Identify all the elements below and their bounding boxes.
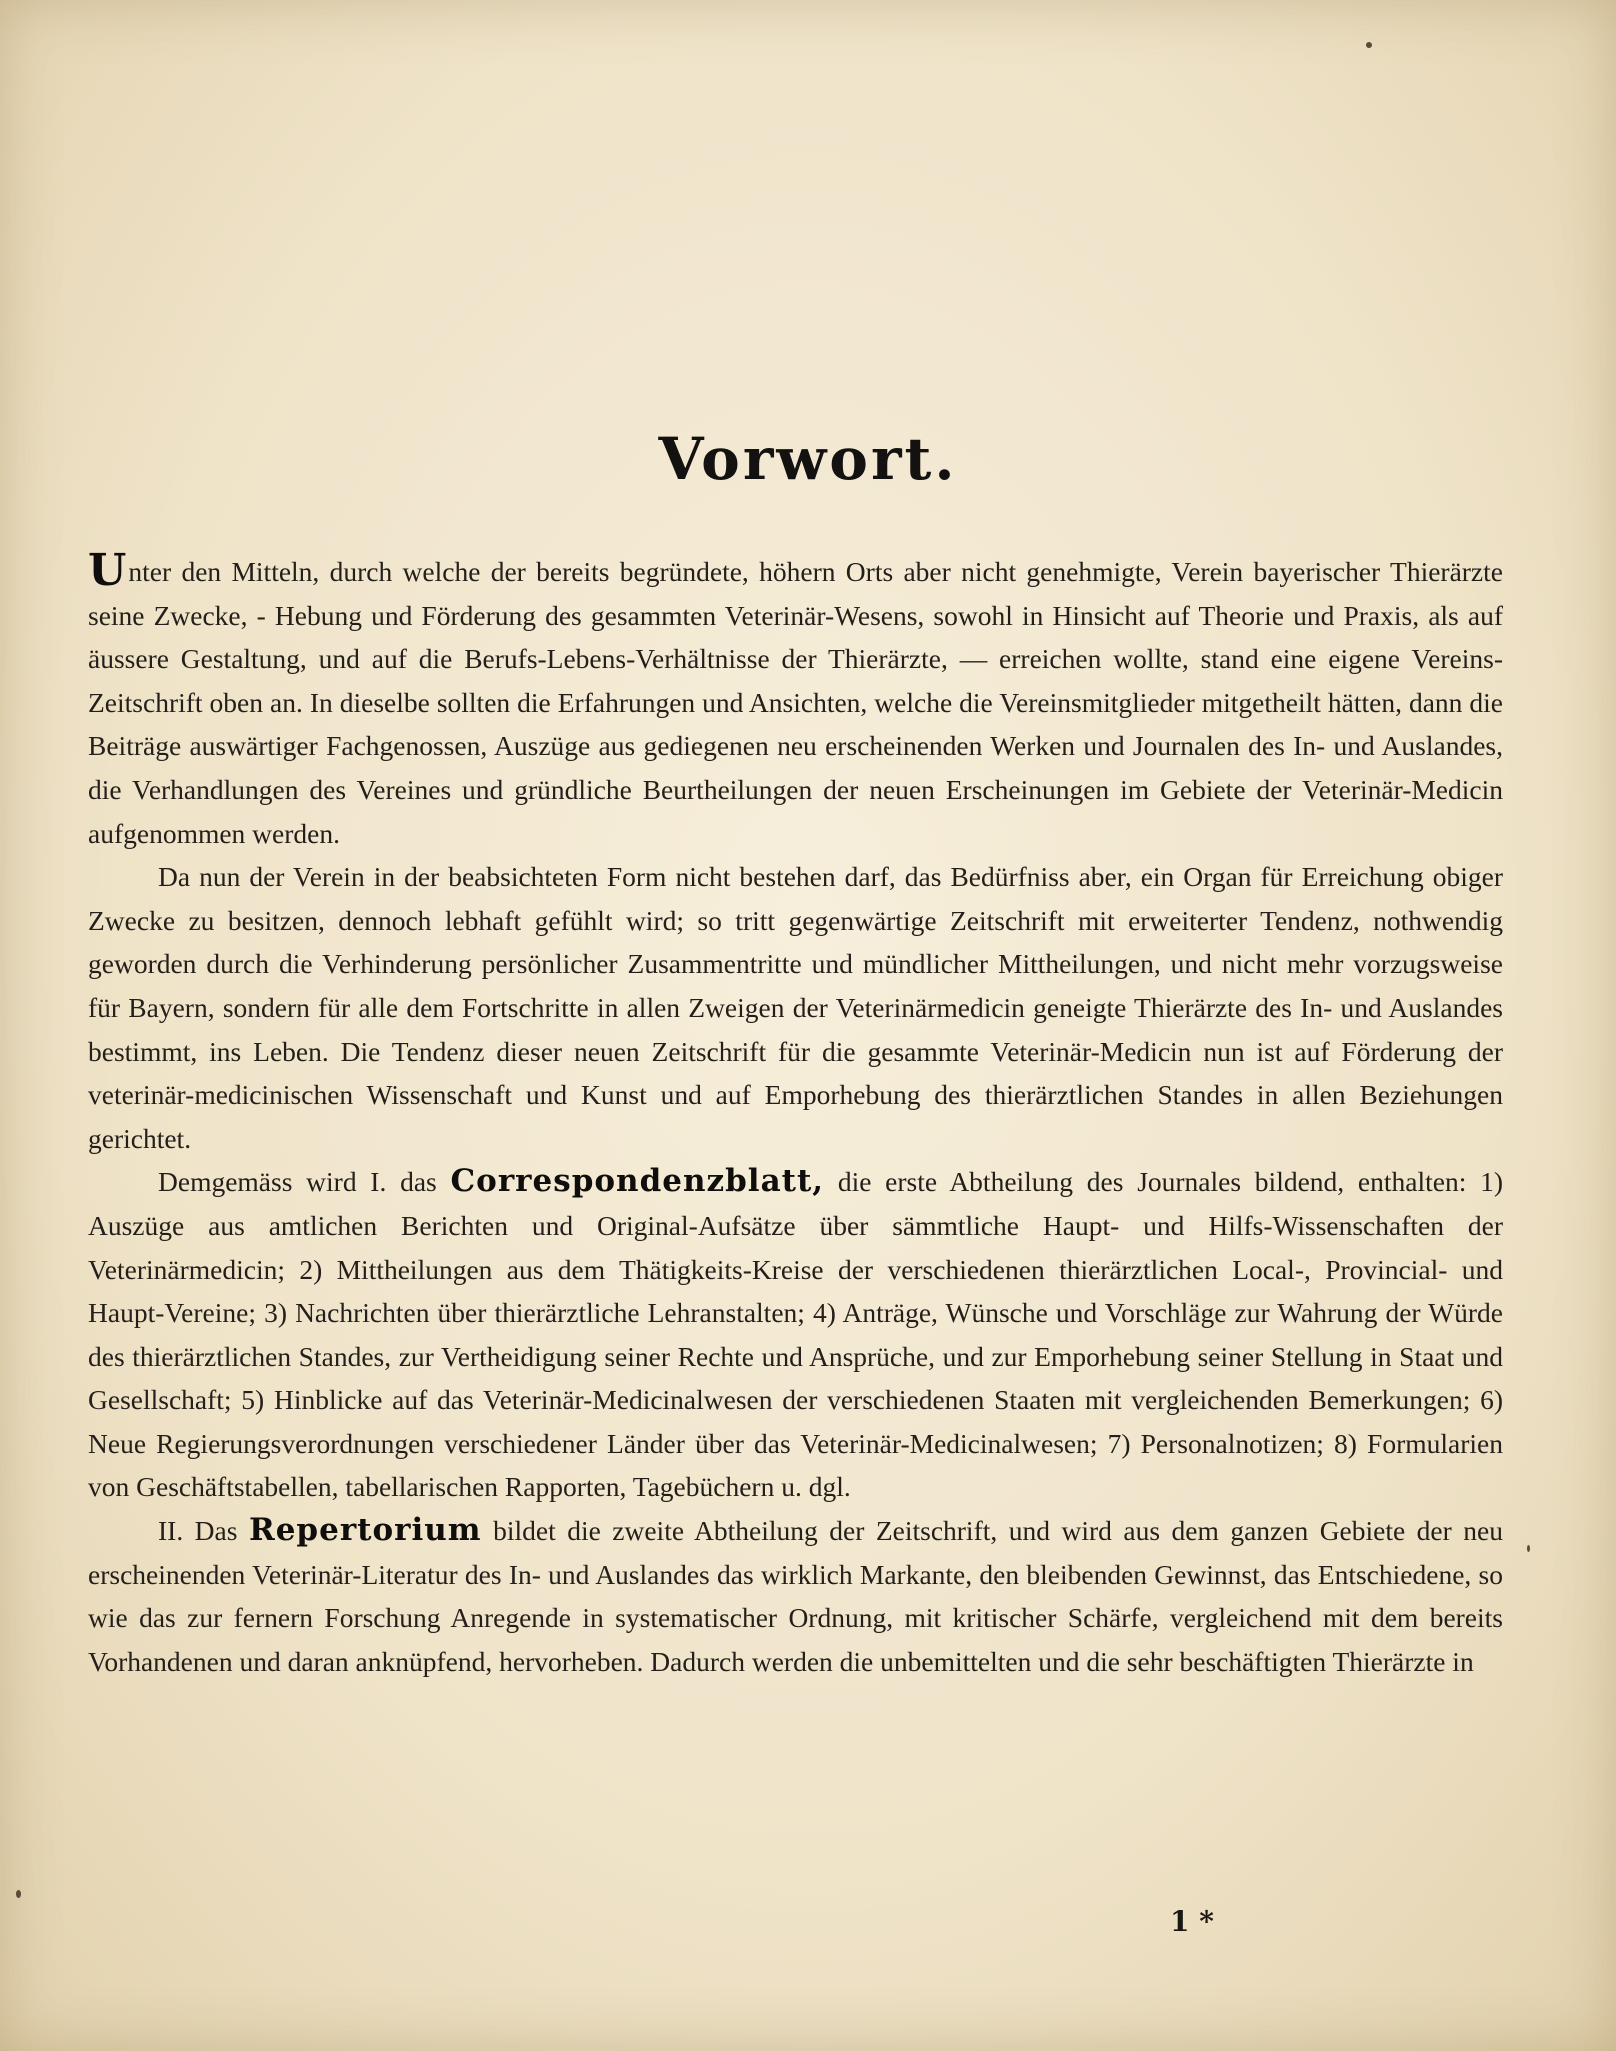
signature-mark: 1 *: [1170, 1905, 1214, 1938]
paragraph-3-lead: Demgemäss wird I. das: [158, 1166, 451, 1198]
paragraph-4-text: bildet die zweite Abtheilung der Zeitschrift, und wird aus dem ganzen Gebiete der neu erscheinenden Veterinär-Literatur des In- und Auslandes das wirklich Markante, den bleibenden Gewinnst, das Entschiedene, so wie das zur fernern Forschung Anregende in systematischer Ordnung, mit kritischer Schärfe, vergleichend mit dem bereits Vorhandenen und daran anknüpfend, hervorheben. Dadurch werden die unbemittelten und die sehr beschäftigten Thierärzte in: [88, 1515, 1503, 1677]
section-heading-repertorium: Repertorium: [248, 1512, 482, 1549]
paper-speck: [1366, 42, 1372, 48]
paragraph-1: [88, 545, 1503, 855]
paragraph-3-text: die erste Abtheilung des Journales bildend, enthalten: 1) Auszüge aus amtlichen Berichten und Original-Aufsätze über sämmtliche Haupt- und Hilfs-Wissenschaften der Veterinärmedicin; 2) Mittheilungen aus dem Thätigkeits-Kreise der verschiedenen thierärztlichen Local-, Provincial- und Haupt-Vereine; 3) Nachrichten über thierärztliche Lehranstalten; 4) Anträge, Wünsche und Vorschläge zur Wahrung der Würde des thierärztlichen Standes, zur Vertheidigung seiner Rechte und Ansprüche, und zur Emporhebung seiner Stellung in Staat und Gesellschaft; 5) Hinblicke auf das Veterinär-Medicinalwesen der verschiedenen Staaten mit vergleichenden Bemerkungen; 6) Neue Regierungsverordnungen verschiedener Länder über das Veterinär-Medicinalwesen; 7) Personalnotizen; 8) Formularien von Geschäftstabellen, tabellarischen Rapporten, Tagebüchern u. dgl.: [88, 1166, 1503, 1503]
section-heading-correspondenzblatt: Correspondenzblatt,: [450, 1163, 825, 1200]
paragraph-4-lead: II. Das: [158, 1515, 249, 1547]
page-title: Vorwort.: [658, 425, 958, 493]
document-body: [88, 545, 1503, 1683]
paragraph-3: [88, 1160, 1503, 1509]
paper-speck: [16, 1890, 21, 1898]
drop-cap: U: [88, 545, 127, 596]
paragraph-4: [88, 1509, 1503, 1683]
paragraph-1-text: nter den Mitteln, durch welche der bereits begründete, höhern Orts aber nicht genehmigte, Verein bayerischer Thierärzte seine Zwecke, - Hebung und Förderung des gesammten Veterinär-Wesens, sowohl in Hinsicht auf Theorie und Praxis, als auf äussere Gestaltung, und auf die Berufs-Lebens-Verhältnisse der Thierärzte, — erreichen wollte, stand eine eigene Vereins-Zeitschrift oben an. In dieselbe sollten die Erfahrungen und Ansichten, welche die Vereinsmitglieder mitgetheilt hätten, dann die Beiträge auswärtiger Fachgenossen, Auszüge aus gediegenen neu erscheinenden Werken und Journalen des In- und Auslandes, die Verhandlungen des Vereines und gründliche Beurtheilungen der neuen Erscheinungen im Gebiete der Veterinär-Medicin aufgenommen werden.: [88, 556, 1503, 849]
paper-speck: [1527, 1545, 1530, 1552]
paragraph-2: Da nun der Verein in der beabsichteten Form nicht bestehen darf, das Bedürfniss aber, ein Organ für Erreichung obiger Zwecke zu besitzen, dennoch lebhaft gefühlt wird; so tritt gegenwärtige Zeitschrift mit erweiterter Tendenz, nothwendig geworden durch die Verhinderung persönlicher Zusammentritte und mündlicher Mittheilungen, und nicht mehr vorzugsweise für Bayern, sondern für alle dem Fortschritte in allen Zweigen der Veterinärmedicin geneigte Thierärzte des In- und Auslandes bestimmt, ins Leben. Die Tendenz dieser neuen Zeitschrift für die gesammte Veterinär-Medicin nun ist auf Förderung der veterinär-medicinischen Wissenschaft und Kunst und auf Emporhebung des thierärztlichen Standes in allen Beziehungen gerichtet.: [88, 861, 1503, 1154]
